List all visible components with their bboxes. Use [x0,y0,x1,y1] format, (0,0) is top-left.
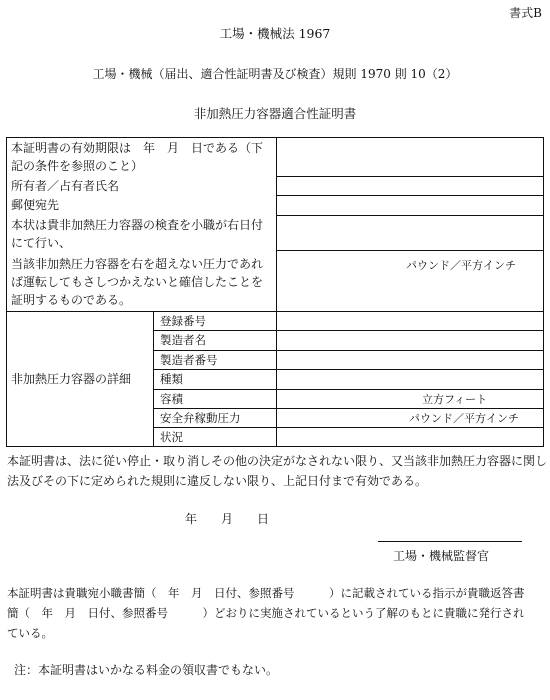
type-label: 種類 [160,372,183,386]
upper-text-line: にて行い、 [11,236,72,250]
upper-text-line: 本状は貴非加熱圧力容器の検査を小職が右日付 [11,218,264,232]
postal-address-label: 郵便宛先 [11,198,60,212]
safety-valve-pressure-unit: パウンド／平方インチ [409,412,519,425]
inspection-date-line [276,250,544,251]
volume-label: 容積 [160,392,183,406]
volume-unit: 立方フィート [422,393,488,406]
address-line-2 [276,215,544,216]
reference-line: 本証明書は貴職宛小職書簡（ 年 月 日付、参照番号 ）に記載されている指示が貴職返答書 [7,586,525,600]
table-right-border [543,137,544,447]
table-top-border [6,137,544,138]
upper-text-line: 当該非加熱圧力容器を右を超えない圧力であれ [11,257,264,271]
upper-text-line: 証明するものである。 [11,293,132,307]
upper-text-line: ば運転してもさしつかえないと確信したことを [11,275,264,289]
table-left-border [6,137,7,447]
regulation-title: 工場・機械（届出、適合性証明書及び検査）規則 1970 則 10（2） [92,67,458,81]
safety-valve-pressure-label: 安全弁稼動圧力 [160,411,241,425]
validity-line: 本証明書は、法に従い停止・取り消しその他の決定がなされない限り、又当該非加熱圧力容器に関し [7,454,548,468]
form-label: 書式B [509,6,542,20]
certificate-table [6,137,544,447]
condition-label: 状況 [160,430,183,444]
inspector-title: 工場・機械監督官 [393,549,490,563]
details-section-label: 非加熱圧力容器の詳細 [11,372,132,386]
upper-text-line: 記の条件を参照のこと） [11,159,144,173]
registration-number-label: 登録番号 [160,314,206,328]
reference-paragraph [7,583,543,643]
section-divider [6,311,544,312]
validity-line: 法及びその下に定められた規則に違反しない限り、上記日付まで有効である。 [7,474,428,488]
receipt-note: 注：本証明書はいかなる料金の領収書でもない。 [14,663,279,677]
upper-divider [276,137,277,311]
owner-name-label: 所有者／占有者氏名 [11,179,120,193]
owner-line [276,176,544,177]
document-title: 非加熱圧力容器適合性証明書 [193,106,357,121]
details-row-line [153,389,544,390]
table-bottom-border [6,446,544,447]
reference-line: 簡（ 年 月 日付、参照番号 ）どおりに実施されているという了解のもとに貴職に発行され [7,606,525,620]
details-row-line [153,427,544,428]
date-line: 年 月 日 [185,512,270,526]
manufacturer-name-label: 製造者名 [160,333,206,347]
law-title: 工場・機械法 1967 [219,26,331,41]
signature-line [378,541,522,542]
manufacturer-number-label: 製造者番号 [160,353,218,367]
reference-line: ている。 [7,626,53,640]
pressure-unit: パウンド／平方インチ [406,259,516,272]
validity-paragraph [7,451,548,491]
address-line [276,195,544,196]
details-row-line [153,369,544,370]
details-row-line [153,330,544,331]
upper-text-line: 本証明書の有効期限は 年 月 日である（下 [11,141,264,155]
